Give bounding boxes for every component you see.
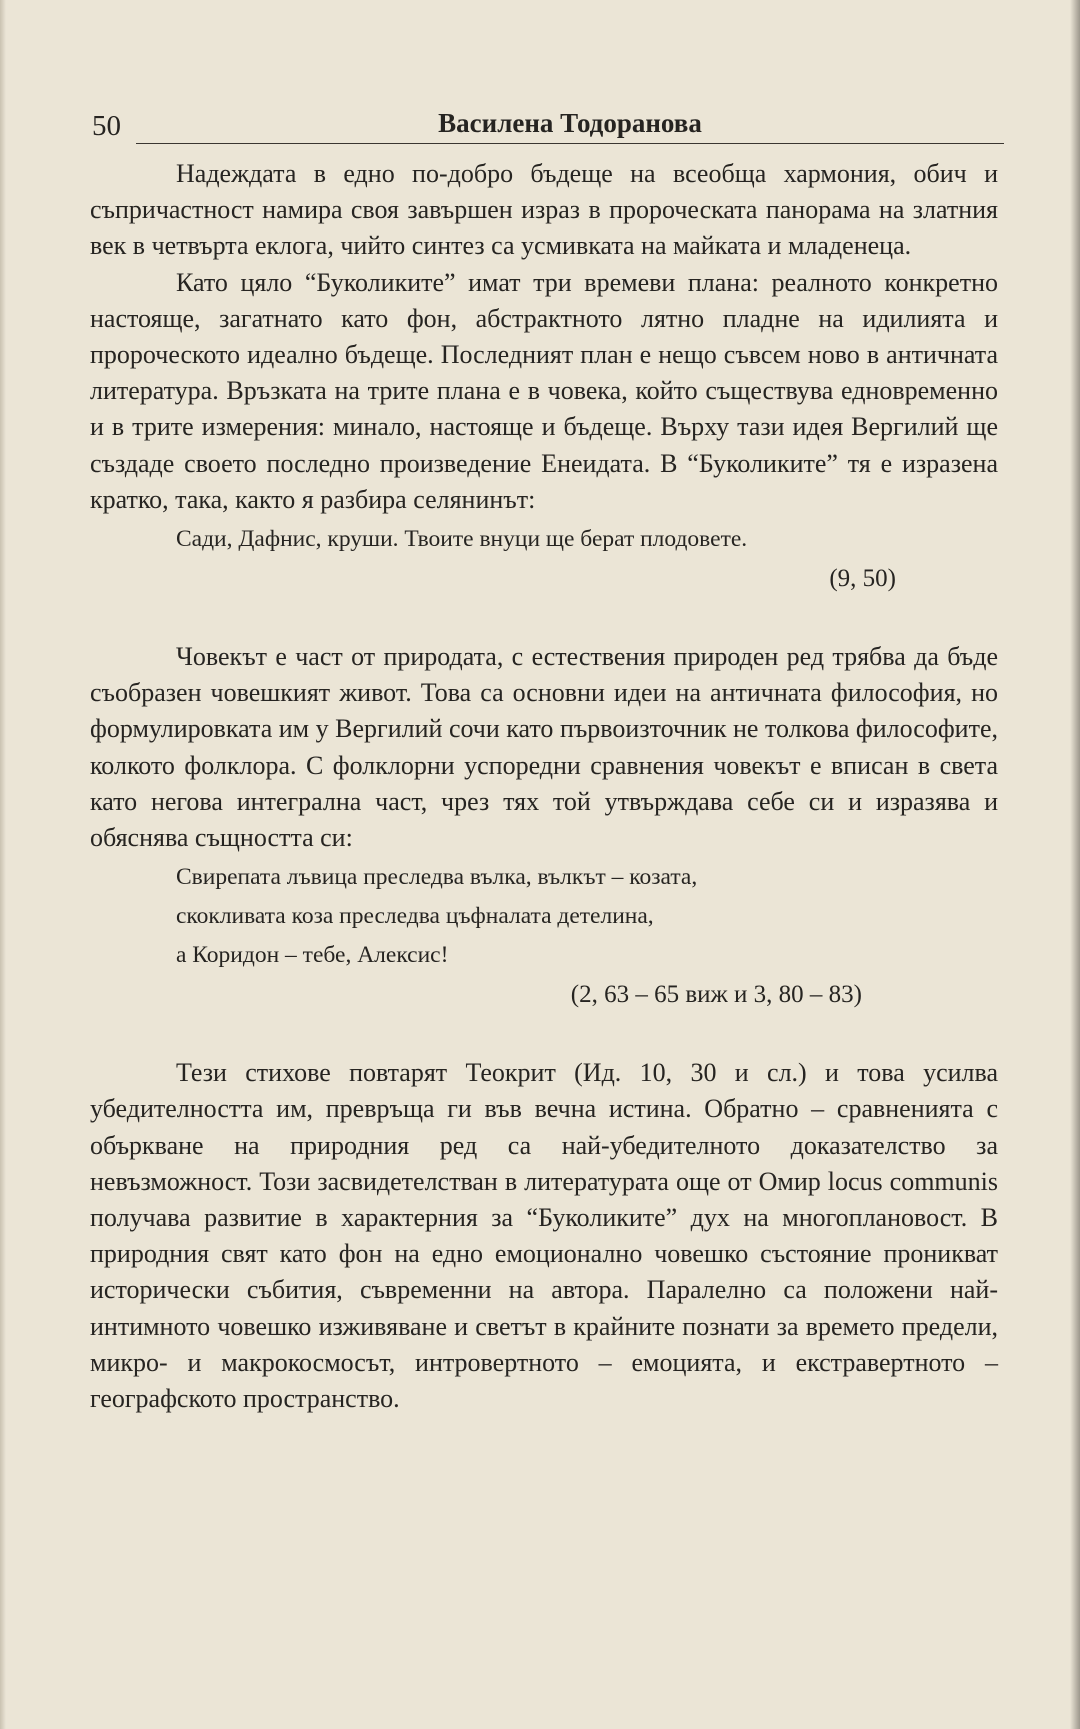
verse-reference-1: (9, 50) [829, 565, 896, 593]
paragraph-4: Тези стихове повтарят Теокрит (Ид. 10, 30 и сл.) и това усилва убедителността им, превръща ги във вечна истина. Обратно – сравненията с объркване на природния ред са най-убедителното доказателство за невъзможност. Този засвидетелстван в литературата още от Омир locus communis получава развитие в характерния за “Буколиките” дух на многоплановост. В природния свят като фон на едно емоционално човешко състояние проникват исторически събития, съвременни на автора. Паралелно са положени най-интимното човешко изживяване и светът в крайните познати за времето предели, микро- и макрокосмосът, интровертното – емоцията, и екстравертното – географското пространство. [90, 1058, 998, 1414]
page-number: 50 [92, 110, 121, 142]
page-body [90, 156, 998, 1417]
running-title: Василена Тодоранова [136, 108, 1004, 144]
page-header [92, 108, 1004, 148]
verse-line: Сади, Дафнис, круши. Твоите внуци ще берат плодовете. [176, 526, 748, 553]
verse-reference-2: (2, 63 – 65 виж и 3, 80 – 83) [570, 981, 862, 1009]
verse-line: скокливата коза преследва цъфналата детелина, [176, 903, 654, 930]
page-edge-left [0, 0, 6, 1729]
page-edge-right [1070, 0, 1080, 1729]
spacer [90, 599, 998, 639]
verse-line: а Коридон – тебе, Алексис! [176, 942, 449, 969]
verse-quote-2 [176, 858, 998, 975]
verse-quote-1 [176, 520, 998, 559]
verse-line: Свирепата лъвица преследва вълка, вълкът – козата, [176, 864, 698, 891]
paragraph-2: Като цяло “Буколиките” имат три времеви плана: реалното конкретно настояще, загатнато като фон, абстрактното лятно пладне на идилията и пророческото идеално бъдеще. Последният план е нещо съвсем ново в античната литература. Връзката на трите плана е в човека, който съществува едновременно и в трите измерения: минало, настояще и бъдеще. Върху тази идея Вергилий ще създаде своето последно произведение Енеидата. В “Буколиките” тя е изразена кратко, така, както я разбира селянинът: [90, 267, 998, 514]
paragraph-3: Човекът е част от природата, с естествения природен ред трябва да бъде съобразен човешкият живот. Това са основни идеи на античната философия, но формулировката им у Вергилий сочи като първоизточник не толкова философите, колкото фолклора. С фолклорни успоредни сравнения човекът е вписан в света като негова интегрална част, чрез тях той утвърждава себе си и изразява и обяснява същността си: [90, 642, 998, 853]
spacer [90, 1015, 998, 1055]
paragraph-1: Надеждата в едно по-добро бъдеще на всеобща хармония, обич и съпричастност намира своя завършен израз в пророческата панорама на златния век в четвърта еклога, чийто синтез са усмивката на майката и младенеца. [90, 159, 998, 261]
